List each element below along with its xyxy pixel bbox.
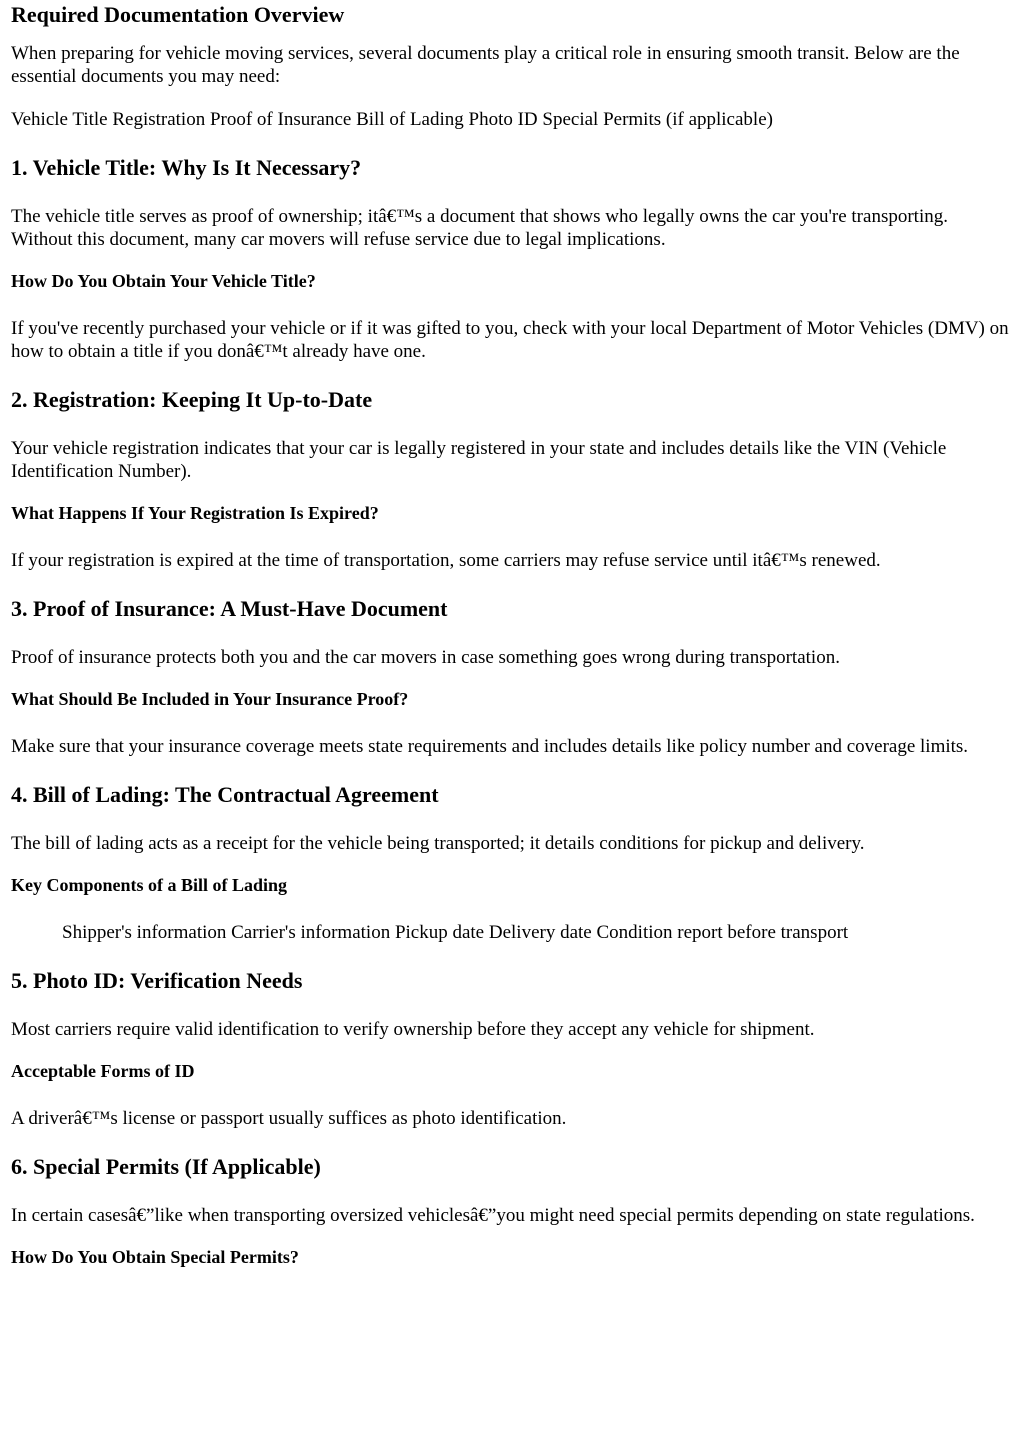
subheading-registration-expired: What Happens If Your Registration Is Expired? <box>11 503 379 523</box>
page-title: Required Documentation Overview <box>11 2 345 27</box>
section-body-insurance: Proof of insurance protects both you and the car movers in case something goes wrong during transportation. <box>11 647 840 668</box>
subheading-acceptable-id: Acceptable Forms of ID <box>11 1061 195 1081</box>
subbody-registration-expired: If your registration is expired at the time of transportation, some carriers may refuse service until itâ€™s renewed. <box>11 550 881 571</box>
section-heading-vehicle-title: 1. Vehicle Title: Why Is It Necessary? <box>11 155 362 180</box>
intro-paragraph: When preparing for vehicle moving services, several documents play a critical role in ensuring smooth transit. Below are the essential documents you may need: <box>11 43 960 87</box>
subbody-obtain-title: If you've recently purchased your vehicle or if it was gifted to you, check with your local Department of Motor Vehicles (DMV) on how to obtain a title if you donâ€™t already have one. <box>11 318 1009 362</box>
subheading-bill-components: Key Components of a Bill of Lading <box>11 875 288 895</box>
subheading-obtain-title: How Do You Obtain Your Vehicle Title? <box>11 271 316 291</box>
section-heading-photo-id: 5. Photo ID: Verification Needs <box>11 968 303 993</box>
section-heading-bill-of-lading: 4. Bill of Lading: The Contractual Agreement <box>11 782 439 807</box>
section-body-special-permits: In certain casesâ€”like when transporting oversized vehiclesâ€”you might need special permits depending on state regulations. <box>11 1205 975 1226</box>
section-body-vehicle-title: The vehicle title serves as proof of ownership; itâ€™s a document that shows who legally owns the car you're transporting. Without this document, many car movers will refuse service due to legal implications. <box>11 206 948 250</box>
section-body-bill-of-lading: The bill of lading acts as a receipt for the vehicle being transported; it details conditions for pickup and delivery. <box>11 833 865 854</box>
subbody-insurance-proof: Make sure that your insurance coverage meets state requirements and includes details like policy number and coverage limits. <box>11 736 969 757</box>
section-body-photo-id: Most carriers require valid identification to verify ownership before they accept any vehicle for shipment. <box>11 1019 815 1040</box>
section-heading-registration: 2. Registration: Keeping It Up-to-Date <box>11 387 373 412</box>
section-body-registration: Your vehicle registration indicates that your car is legally registered in your state and includes details like the VIN (Vehicle Identification Number). <box>11 438 947 482</box>
subbody-bill-components: Shipper's information Carrier's information Pickup date Delivery date Condition report before transport <box>62 922 849 943</box>
document-list: Vehicle Title Registration Proof of Insurance Bill of Lading Photo ID Special Permits (if applicable) <box>11 109 773 130</box>
section-heading-insurance: 3. Proof of Insurance: A Must-Have Document <box>11 596 448 621</box>
subbody-acceptable-id: A driverâ€™s license or passport usually suffices as photo identification. <box>11 1108 567 1129</box>
subheading-obtain-permits: How Do You Obtain Special Permits? <box>11 1247 299 1267</box>
section-heading-special-permits: 6. Special Permits (If Applicable) <box>11 1154 321 1179</box>
subheading-insurance-proof: What Should Be Included in Your Insurance Proof? <box>11 689 409 709</box>
